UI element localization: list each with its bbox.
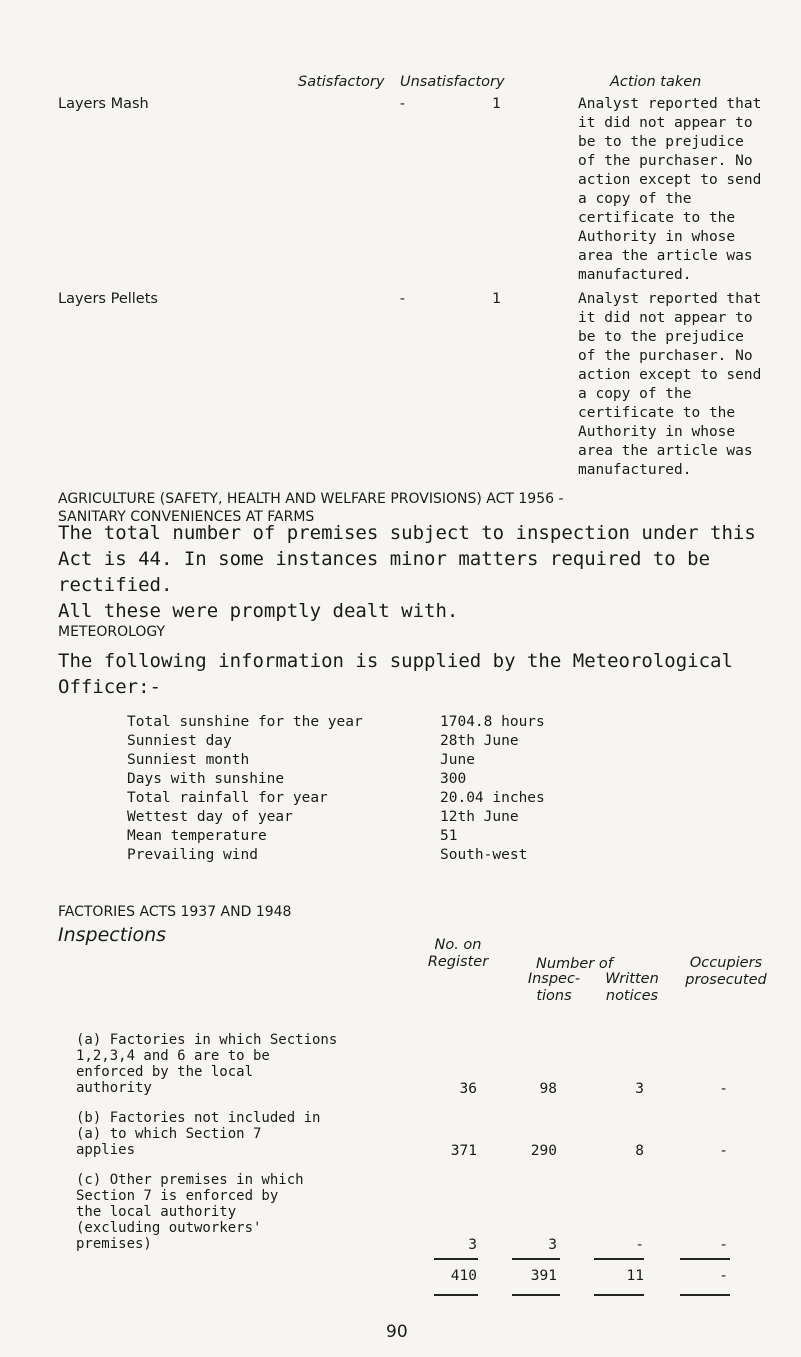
met-label: Mean temperature xyxy=(127,828,267,844)
col-written-notices: Written notices xyxy=(605,971,659,1004)
header-satisfactory: Satisfactory xyxy=(298,74,385,90)
factory-notices: 8 xyxy=(635,1143,644,1159)
factory-notices: - xyxy=(635,1237,644,1253)
met-value: June xyxy=(440,752,475,768)
total-rule xyxy=(680,1258,730,1260)
factory-inspections: 3 xyxy=(548,1237,557,1253)
factory-row-label: (b) Factories not included in (a) to which Section 7 applies xyxy=(76,1110,321,1158)
total-underline xyxy=(594,1294,644,1296)
meteorology-intro: The following information is supplied by the Meteorological Officer:- xyxy=(58,650,733,698)
total-rule xyxy=(512,1258,560,1260)
met-label: Total rainfall for year xyxy=(127,790,328,806)
sample-satisfactory-1: - xyxy=(398,96,407,112)
met-value: 12th June xyxy=(440,809,519,825)
col-register: No. on Register xyxy=(427,937,489,970)
total-underline xyxy=(680,1294,730,1296)
total-notices: 11 xyxy=(626,1268,644,1284)
factory-register: 371 xyxy=(450,1143,477,1159)
col-number-of: Number of xyxy=(536,956,613,972)
total-rule xyxy=(594,1258,644,1260)
factory-register: 36 xyxy=(459,1081,477,1097)
met-value: 1704.8 hours xyxy=(440,714,545,730)
factories-heading: FACTORIES ACTS 1937 AND 1948 xyxy=(58,904,292,920)
factory-prosecuted: - xyxy=(719,1237,728,1253)
sample-unsatisfactory-2: 1 xyxy=(492,291,501,307)
met-label: Days with sunshine xyxy=(127,771,285,787)
factory-inspections: 290 xyxy=(530,1143,557,1159)
total-inspections: 391 xyxy=(530,1268,557,1284)
factory-notices: 3 xyxy=(635,1081,644,1097)
factory-row-label: (c) Other premises in which Section 7 is enforced by the local authority (excluding outworkers' premises) xyxy=(76,1172,304,1252)
total-prosecuted: - xyxy=(719,1268,728,1284)
sample-action-1: Analyst reported that it did not appear to be to the prejudice of the purchaser. No action except to send a copy of the certificate to the Authority in whose area the article was manufactured. xyxy=(578,96,762,283)
total-underline xyxy=(512,1294,560,1296)
met-label: Total sunshine for the year xyxy=(127,714,363,730)
met-label: Sunniest day xyxy=(127,733,232,749)
met-label: Prevailing wind xyxy=(127,847,258,863)
factory-row-label: (a) Factories in which Sections 1,2,3,4 and 6 are to be enforced by the local authority xyxy=(76,1032,338,1096)
factory-prosecuted: - xyxy=(719,1143,728,1159)
col-inspections: Inspec- tions xyxy=(527,971,581,1004)
met-value: 300 xyxy=(440,771,467,787)
factory-register: 3 xyxy=(468,1237,477,1253)
met-value: 20.04 inches xyxy=(440,790,545,806)
col-occupiers-prosecuted: Occupiers prosecuted xyxy=(685,955,767,988)
total-underline xyxy=(434,1294,478,1296)
sample-name-1: Layers Mash xyxy=(58,96,149,112)
met-value: 51 xyxy=(440,828,458,844)
met-label: Sunniest month xyxy=(127,752,250,768)
sample-name-2: Layers Pellets xyxy=(58,291,158,307)
met-label: Wettest day of year xyxy=(127,809,293,825)
met-value: South-west xyxy=(440,847,528,863)
sample-unsatisfactory-1: 1 xyxy=(492,96,501,112)
agriculture-body: The total number of premises subject to inspection under this Act is 44. In some instances minor matters required to be rectified. All these were promptly dealt with. xyxy=(58,522,756,622)
header-action-taken: Action taken xyxy=(610,74,702,90)
factories-subheading: Inspections xyxy=(58,924,167,946)
sample-action-2: Analyst reported that it did not appear to be to the prejudice of the purchaser. No action except to send a copy of the certificate to the Authority in whose area the article was manufactured. xyxy=(578,291,762,478)
header-unsatisfactory: Unsatisfactory xyxy=(400,74,505,90)
met-value: 28th June xyxy=(440,733,519,749)
factory-inspections: 98 xyxy=(539,1081,557,1097)
page-number: 90 xyxy=(386,1322,408,1342)
sample-satisfactory-2: - xyxy=(398,291,407,307)
meteorology-heading: METEOROLOGY xyxy=(58,624,166,640)
agriculture-heading: AGRICULTURE (SAFETY, HEALTH AND WELFARE PROVISIONS) ACT 1956 - SANITARY CONVENIENCES AT FARMS xyxy=(58,491,564,525)
total-register: 410 xyxy=(450,1268,477,1284)
factory-prosecuted: - xyxy=(719,1081,728,1097)
total-rule xyxy=(434,1258,478,1260)
